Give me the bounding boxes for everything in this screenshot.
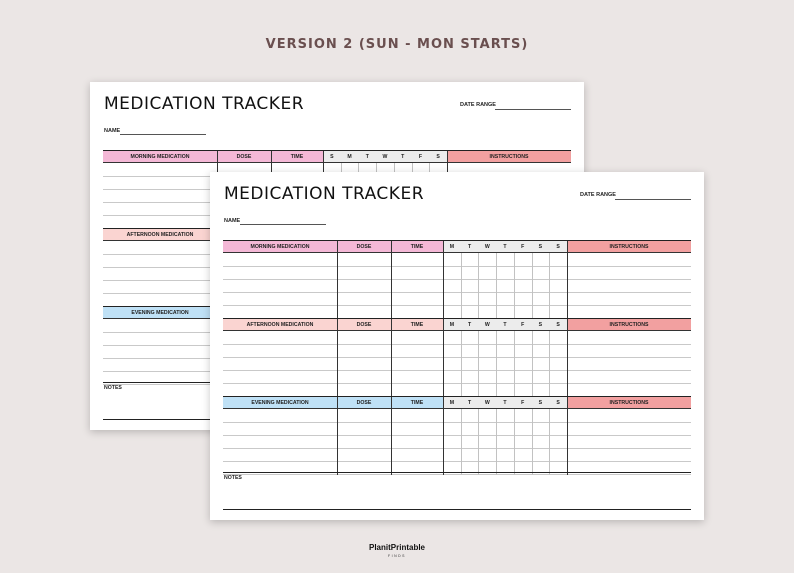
time-header: TIME [391,319,443,331]
day-header: S [549,319,567,331]
column-rule [567,319,568,397]
section-evening [223,396,691,476]
time-header: TIME [271,151,323,163]
row-rule [223,266,691,267]
version-title: VERSION 2 (SUN - MON STARTS) [265,37,529,52]
section-header-label: MORNING MEDICATION [103,151,217,163]
time-header: TIME [391,241,443,253]
dose-header: DOSE [337,397,391,409]
day-column-rule [532,331,533,397]
section-header-label: AFTERNOON MEDICATION [103,229,217,241]
name-label: NAME [104,128,121,134]
day-column-rule [496,409,497,475]
day-header: S [532,397,550,409]
instructions-header: INSTRUCTIONS [447,151,571,163]
column-rule [567,397,568,475]
day-column-rule [461,409,462,475]
section-afternoon [223,318,691,398]
day-header: W [376,151,394,163]
day-header: M [443,319,461,331]
column-rule [391,319,392,397]
row-rule [223,383,691,384]
brand-subtitle: FINDS [388,554,406,558]
day-column-rule [549,331,550,397]
day-header: T [461,241,479,253]
day-column-rule [514,331,515,397]
day-header: T [358,151,376,163]
row-rule [223,370,691,371]
section-header-label: MORNING MEDICATION [223,241,337,253]
notes-label: NOTES [104,385,122,391]
date-range-line [615,199,691,200]
day-column-rule [478,331,479,397]
day-column-rule [478,253,479,319]
notes-top-rule [223,472,691,473]
day-header: W [478,397,496,409]
column-rule [391,241,392,319]
brand-name: PlanitPrintable [368,543,425,552]
column-rule [443,319,444,397]
day-column-rule [514,253,515,319]
row-rule [223,305,691,306]
notes-bottom-rule [223,509,691,510]
time-header: TIME [391,397,443,409]
day-header: M [443,397,461,409]
name-line [120,134,206,135]
section-header-label: EVENING MEDICATION [103,307,217,319]
row-rule [223,357,691,358]
notes-label: NOTES [224,475,242,481]
day-header: F [412,151,430,163]
day-header: T [496,241,514,253]
day-header: F [514,319,532,331]
instructions-header: INSTRUCTIONS [567,319,691,331]
name-label: NAME [224,218,241,224]
document-title: MEDICATION TRACKER [104,94,305,114]
day-header: T [496,397,514,409]
row-rule [223,422,691,423]
row-rule [223,474,691,475]
day-header: F [514,241,532,253]
date-range-label: DATE RANGE [460,102,496,108]
day-header: S [532,319,550,331]
column-rule [337,397,338,475]
day-header: M [341,151,359,163]
date-range-line [495,109,571,110]
day-column-rule [549,253,550,319]
day-column-rule [478,409,479,475]
column-rule [391,397,392,475]
dose-header: DOSE [217,151,271,163]
day-header: T [461,319,479,331]
day-column-rule [496,331,497,397]
section-morning [223,240,691,320]
day-header: S [549,397,567,409]
row-rule [223,461,691,462]
day-header: W [478,241,496,253]
day-column-rule [549,409,550,475]
day-column-rule [461,331,462,397]
day-column-rule [496,253,497,319]
day-header: S [429,151,447,163]
column-rule [443,241,444,319]
day-column-rule [461,253,462,319]
day-header: F [514,397,532,409]
day-header: T [496,319,514,331]
column-rule [567,241,568,319]
section-header-label: AFTERNOON MEDICATION [223,319,337,331]
column-rule [443,397,444,475]
row-rule [223,344,691,345]
section-header-label: EVENING MEDICATION [223,397,337,409]
row-rule [223,292,691,293]
tracker-sheet-front [210,172,704,520]
day-column-rule [514,409,515,475]
dose-header: DOSE [337,241,391,253]
day-header: T [394,151,412,163]
day-header: T [461,397,479,409]
instructions-header: INSTRUCTIONS [567,241,691,253]
document-title: MEDICATION TRACKER [224,184,425,204]
row-rule [223,279,691,280]
day-header: S [532,241,550,253]
day-column-rule [532,409,533,475]
day-header: W [478,319,496,331]
day-header: S [323,151,341,163]
row-rule [223,435,691,436]
name-line [240,224,326,225]
day-header: M [443,241,461,253]
column-rule [337,319,338,397]
instructions-header: INSTRUCTIONS [567,397,691,409]
column-rule [337,241,338,319]
date-range-label: DATE RANGE [580,192,616,198]
dose-header: DOSE [337,319,391,331]
day-column-rule [532,253,533,319]
day-header: S [549,241,567,253]
row-rule [223,448,691,449]
